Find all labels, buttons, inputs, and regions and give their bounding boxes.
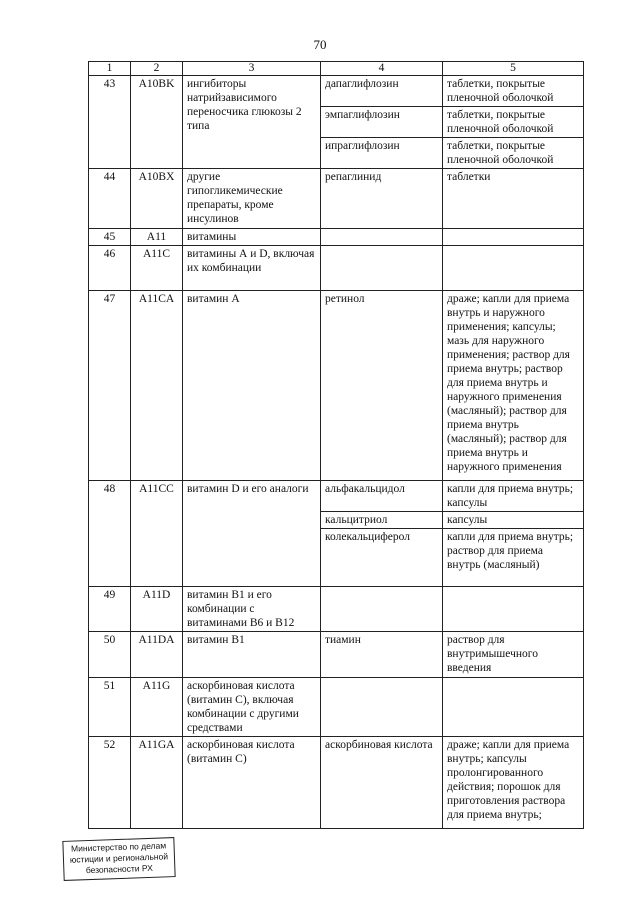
- dosage-form: раствор для внутримышечного введения: [443, 632, 584, 678]
- atc-code: A11D: [131, 587, 183, 632]
- dosage-form: таблетки, покрытые пленочной оболочкой: [443, 138, 584, 169]
- header-col-3: 3: [183, 62, 321, 76]
- inn-name: эмпаглифлозин: [321, 107, 443, 138]
- inn-name: ретинол: [321, 291, 443, 481]
- group-name: витамин B1 и его комбинации с витаминами B6 и B12: [183, 587, 321, 632]
- row-number: 47: [89, 291, 131, 481]
- dosage-form: таблетки: [443, 169, 584, 229]
- atc-code: A11CC: [131, 481, 183, 587]
- table-row: [89, 678, 584, 737]
- atc-code: A11G: [131, 678, 183, 737]
- page-number: 70: [313, 37, 327, 52]
- ministry-stamp: [62, 837, 175, 881]
- dosage-form: [443, 678, 584, 737]
- header-col-2: 2: [131, 62, 183, 76]
- atc-code: A11DA: [131, 632, 183, 678]
- table-row: [89, 229, 584, 246]
- header-col-1: 1: [89, 62, 131, 76]
- group-name: витамины: [183, 229, 321, 246]
- inn-name: дапаглифлозин: [321, 76, 443, 107]
- inn-name: [321, 229, 443, 246]
- row-number: 51: [89, 678, 131, 737]
- stamp-line: юстиции и региональной: [69, 851, 169, 865]
- table-row: [89, 632, 584, 678]
- table-row: [89, 587, 584, 632]
- atc-code: A10BX: [131, 169, 183, 229]
- inn-name: [321, 246, 443, 291]
- row-number: 49: [89, 587, 131, 632]
- dosage-form: таблетки, покрытые пленочной оболочкой: [443, 107, 584, 138]
- inn-name: репаглинид: [321, 169, 443, 229]
- row-number: 44: [89, 169, 131, 229]
- group-name: аскорбиновая кислота (витамин С), включая комбинации с другими средствами: [183, 678, 321, 737]
- group-name: витамин D и его аналоги: [183, 481, 321, 587]
- atc-code: A11CA: [131, 291, 183, 481]
- inn-name: тиамин: [321, 632, 443, 678]
- dosage-form: драже; капли для приема внутрь и наружного применения; капсулы; мазь для наружного применения; раствор для приема внутрь; раствор для приема внутрь и наружного применения (масляный); раствор для приема внутрь (масляный); раствор для приема внутрь и наружного применения: [443, 291, 584, 481]
- inn-name: альфакальцидол: [321, 481, 443, 512]
- dosage-form: капли для приема внутрь; капсулы: [443, 481, 584, 512]
- inn-name: ипраглифлозин: [321, 138, 443, 169]
- dosage-form: капсулы: [443, 512, 584, 529]
- row-number: 45: [89, 229, 131, 246]
- dosage-form: [443, 229, 584, 246]
- medicines-table: [88, 61, 584, 829]
- inn-name: кальцитриол: [321, 512, 443, 529]
- group-name: витамин B1: [183, 632, 321, 678]
- row-number: 43: [89, 76, 131, 169]
- atc-code: A10BK: [131, 76, 183, 169]
- dosage-form: [443, 587, 584, 632]
- atc-code: A11C: [131, 246, 183, 291]
- table-row: [89, 737, 584, 829]
- row-number: 52: [89, 737, 131, 829]
- group-name: витамин А: [183, 291, 321, 481]
- inn-name: аскорбиновая кислота: [321, 737, 443, 829]
- row-number: 46: [89, 246, 131, 291]
- row-number: 48: [89, 481, 131, 587]
- group-name: аскорбиновая кислота (витамин С): [183, 737, 321, 829]
- inn-name: колекальциферол: [321, 529, 443, 587]
- dosage-form: капли для приема внутрь; раствор для приема внутрь (масляный): [443, 529, 584, 587]
- group-name: витамины А и D, включая их комбинации: [183, 246, 321, 291]
- table-row: [89, 291, 584, 481]
- group-name: другие гипогликемические препараты, кроме инсулинов: [183, 169, 321, 229]
- table-row: [89, 169, 584, 229]
- header-col-5: 5: [443, 62, 584, 76]
- inn-name: [321, 587, 443, 632]
- dosage-form: таблетки, покрытые пленочной оболочкой: [443, 76, 584, 107]
- table-header-row: [89, 62, 584, 76]
- dosage-form: драже; капли для приема внутрь; капсулы пролонгированного действия; порошок для приготовления раствора для приема внутрь;: [443, 737, 584, 829]
- table-row: [89, 76, 584, 107]
- group-name: ингибиторы натрийзависимого переносчика глюкозы 2 типа: [183, 76, 321, 169]
- table-row: [89, 481, 584, 512]
- table-row: [89, 246, 584, 291]
- header-col-4: 4: [321, 62, 443, 76]
- atc-code: A11: [131, 229, 183, 246]
- inn-name: [321, 678, 443, 737]
- stamp-line: безопасности РХ: [85, 862, 154, 876]
- atc-code: A11GA: [131, 737, 183, 829]
- row-number: 50: [89, 632, 131, 678]
- stamp-line: Министерство по делам: [70, 840, 167, 854]
- dosage-form: [443, 246, 584, 291]
